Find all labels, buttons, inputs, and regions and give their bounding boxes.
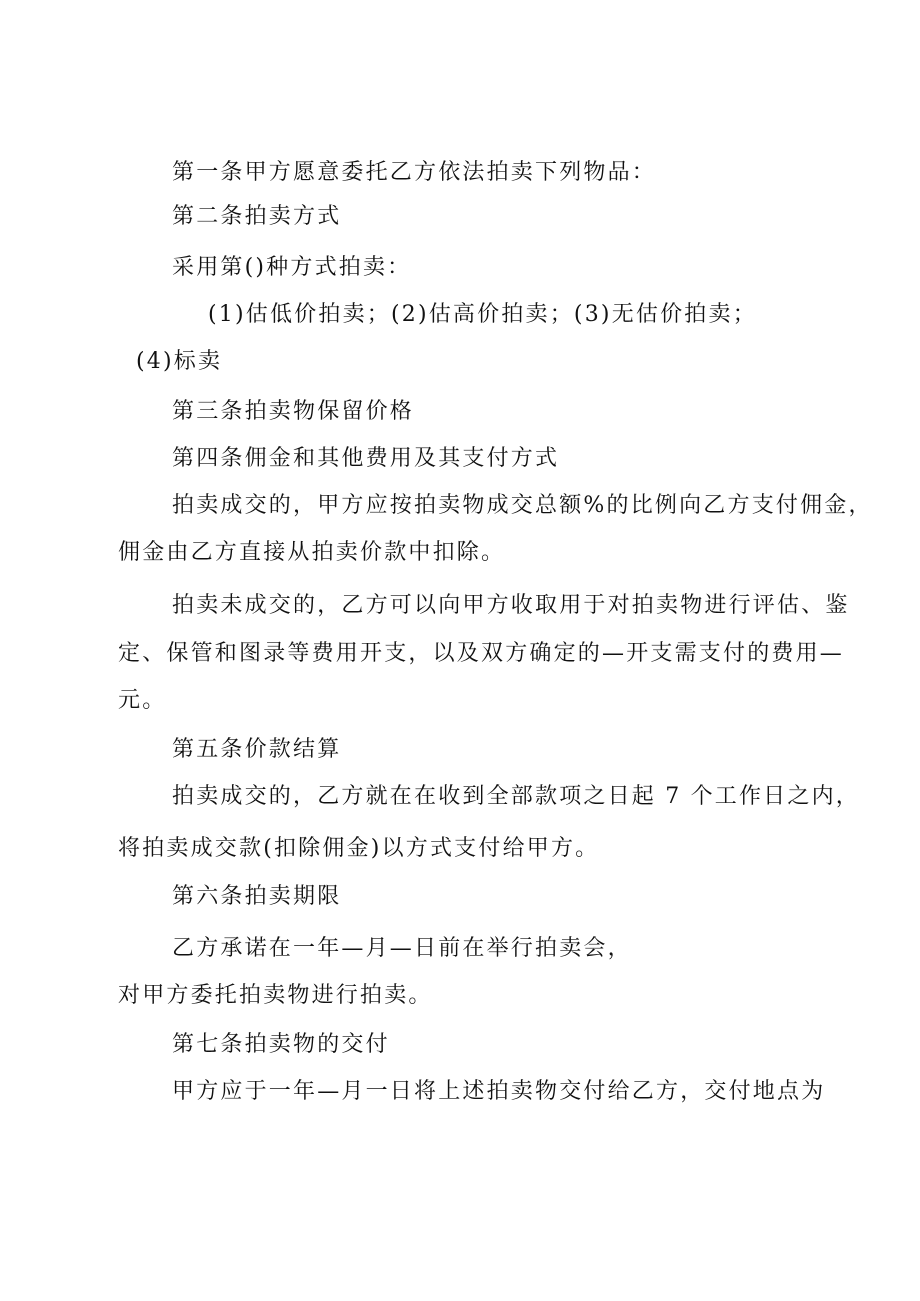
commission-paragraph-line: 拍卖成交的，甲方应按拍卖物成交总额%的比例向乙方支付佣金， (172, 493, 873, 518)
commission-paragraph-line: 佣金由乙方直接从拍卖价款中扣除。 (118, 540, 506, 565)
auction-method-choice: 采用第()种方式拍卖： (172, 255, 412, 280)
article-6-heading: 第六条拍卖期限 (172, 884, 342, 909)
article-5-heading: 第五条价款结算 (172, 737, 342, 762)
auction-period-paragraph-line: 对甲方委托拍卖物进行拍卖。 (118, 983, 433, 1008)
settlement-paragraph-line: 拍卖成交的，乙方就在在收到全部款项之日起 7 个工作日之内， (172, 784, 860, 809)
article-3-heading: 第三条拍卖物保留价格 (172, 399, 415, 424)
article-2-heading: 第二条拍卖方式 (172, 204, 342, 229)
article-4-heading: 第四条佣金和其他费用及其支付方式 (172, 446, 560, 471)
auction-period-paragraph-line: 乙方承诺在一年—月—日前在举行拍卖会， (172, 936, 632, 961)
auction-method-option-4: (4)标卖 (136, 349, 223, 374)
settlement-paragraph-line: 将拍卖成交款(扣除佣金)以方式支付给甲方。 (118, 836, 600, 861)
article-1-text: 第一条甲方愿意委托乙方依法拍卖下列物品： (172, 160, 657, 185)
article-7-heading: 第七条拍卖物的交付 (172, 1032, 390, 1057)
unsold-fees-paragraph-line: 拍卖未成交的，乙方可以向甲方收取用于对拍卖物进行评估、鉴 (172, 593, 850, 618)
unsold-fees-paragraph-line: 定、保管和图录等费用开支，以及双方确定的—开支需支付的费用— (118, 641, 845, 666)
unsold-fees-paragraph-line: 元。 (118, 688, 167, 713)
delivery-paragraph-line: 甲方应于一年—月一日将上述拍卖物交付给乙方，交付地点为 (172, 1079, 826, 1104)
auction-method-options: (1)估低价拍卖；(2)估高价拍卖；(3)无估价拍卖； (208, 302, 757, 327)
